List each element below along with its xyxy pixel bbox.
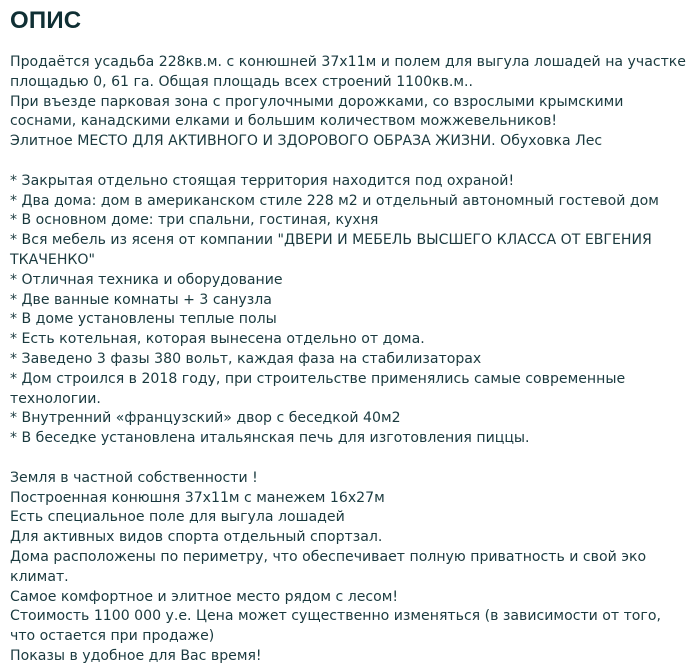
feature-item: * Дом строился в 2018 году, при строительстве применялись самые современные технологии. — [10, 370, 630, 407]
text-line: Стоимость 1100 000 у.е. Цена может существенно изменяться (в зависимости от того, что остается при продаже) — [10, 608, 666, 645]
feature-item: * Два дома: дом в американском стиле 228 м2 и отдельный автономный гостевой дом — [10, 192, 659, 209]
feature-item: * Внутренний «французский» двор с беседкой 40м2 — [10, 410, 401, 427]
paragraph-gap — [10, 152, 688, 172]
text-line: Для активных видов спорта отдельный спортзал. — [10, 529, 383, 546]
text-line: Показы в удобное для Вас время! — [10, 647, 262, 664]
feature-item: * Отличная техника и оборудование — [10, 271, 283, 288]
text-line: Продаётся усадьба 228кв.м. с конюшней 37х11м и полем для выгула лошадей на участке площадью 0, 61 га. Общая площадь всех строений 1100кв.м.. — [10, 54, 691, 90]
feature-item: * Заведено 3 фазы 380 вольт, каждая фаза на стабилизаторах — [10, 350, 482, 367]
text-line: Самое комфортное и элитное место рядом с лесом! — [10, 588, 399, 605]
feature-item: * Есть котельная, которая вынесена отдельно от дома. — [10, 331, 425, 348]
feature-item: * В доме установлены теплые полы — [10, 311, 277, 328]
feature-item: * Закрытая отдельно стоящая территория находится под охраной! — [10, 172, 515, 189]
text-line: Есть специальное поле для выгула лошадей — [10, 509, 345, 526]
text-line: Дома расположены по периметру, что обеспечивает полную приватность и свой эко климат. — [10, 548, 651, 585]
text-line: При въезде парковая зона с прогулочными дорожками, со взрослыми крымскими соснами, канадскими елками и большим количеством можжевельников! — [10, 93, 628, 130]
paragraph-gap — [10, 449, 688, 469]
text-line: Элитное МЕСТО ДЛЯ АКТИВНОГО И ЗДОРОВОГО ОБРАЗА ЖИЗНИ. Обуховка Лес — [10, 133, 603, 150]
description-text — [10, 53, 691, 667]
feature-item: * Две ванные комнаты + 3 санузла — [10, 291, 272, 308]
feature-item: * В беседке установлена итальянская печь для изготовления пиццы. — [10, 430, 530, 447]
feature-item: * В основном доме: три спальни, гостиная, кухня — [10, 212, 379, 229]
section-title: ОПИС — [10, 7, 82, 34]
feature-item: * Вся мебель из ясеня от компании "ДВЕРИ И МЕБЕЛЬ ВЫСШЕГО КЛАССА ОТ ЕВГЕНИЯ ТКАЧЕНКО" — [10, 232, 657, 268]
text-line: Построенная конюшня 37х11м с манежем 16х27м — [10, 489, 385, 506]
text-line: Земля в частной собственности ! — [10, 469, 258, 486]
